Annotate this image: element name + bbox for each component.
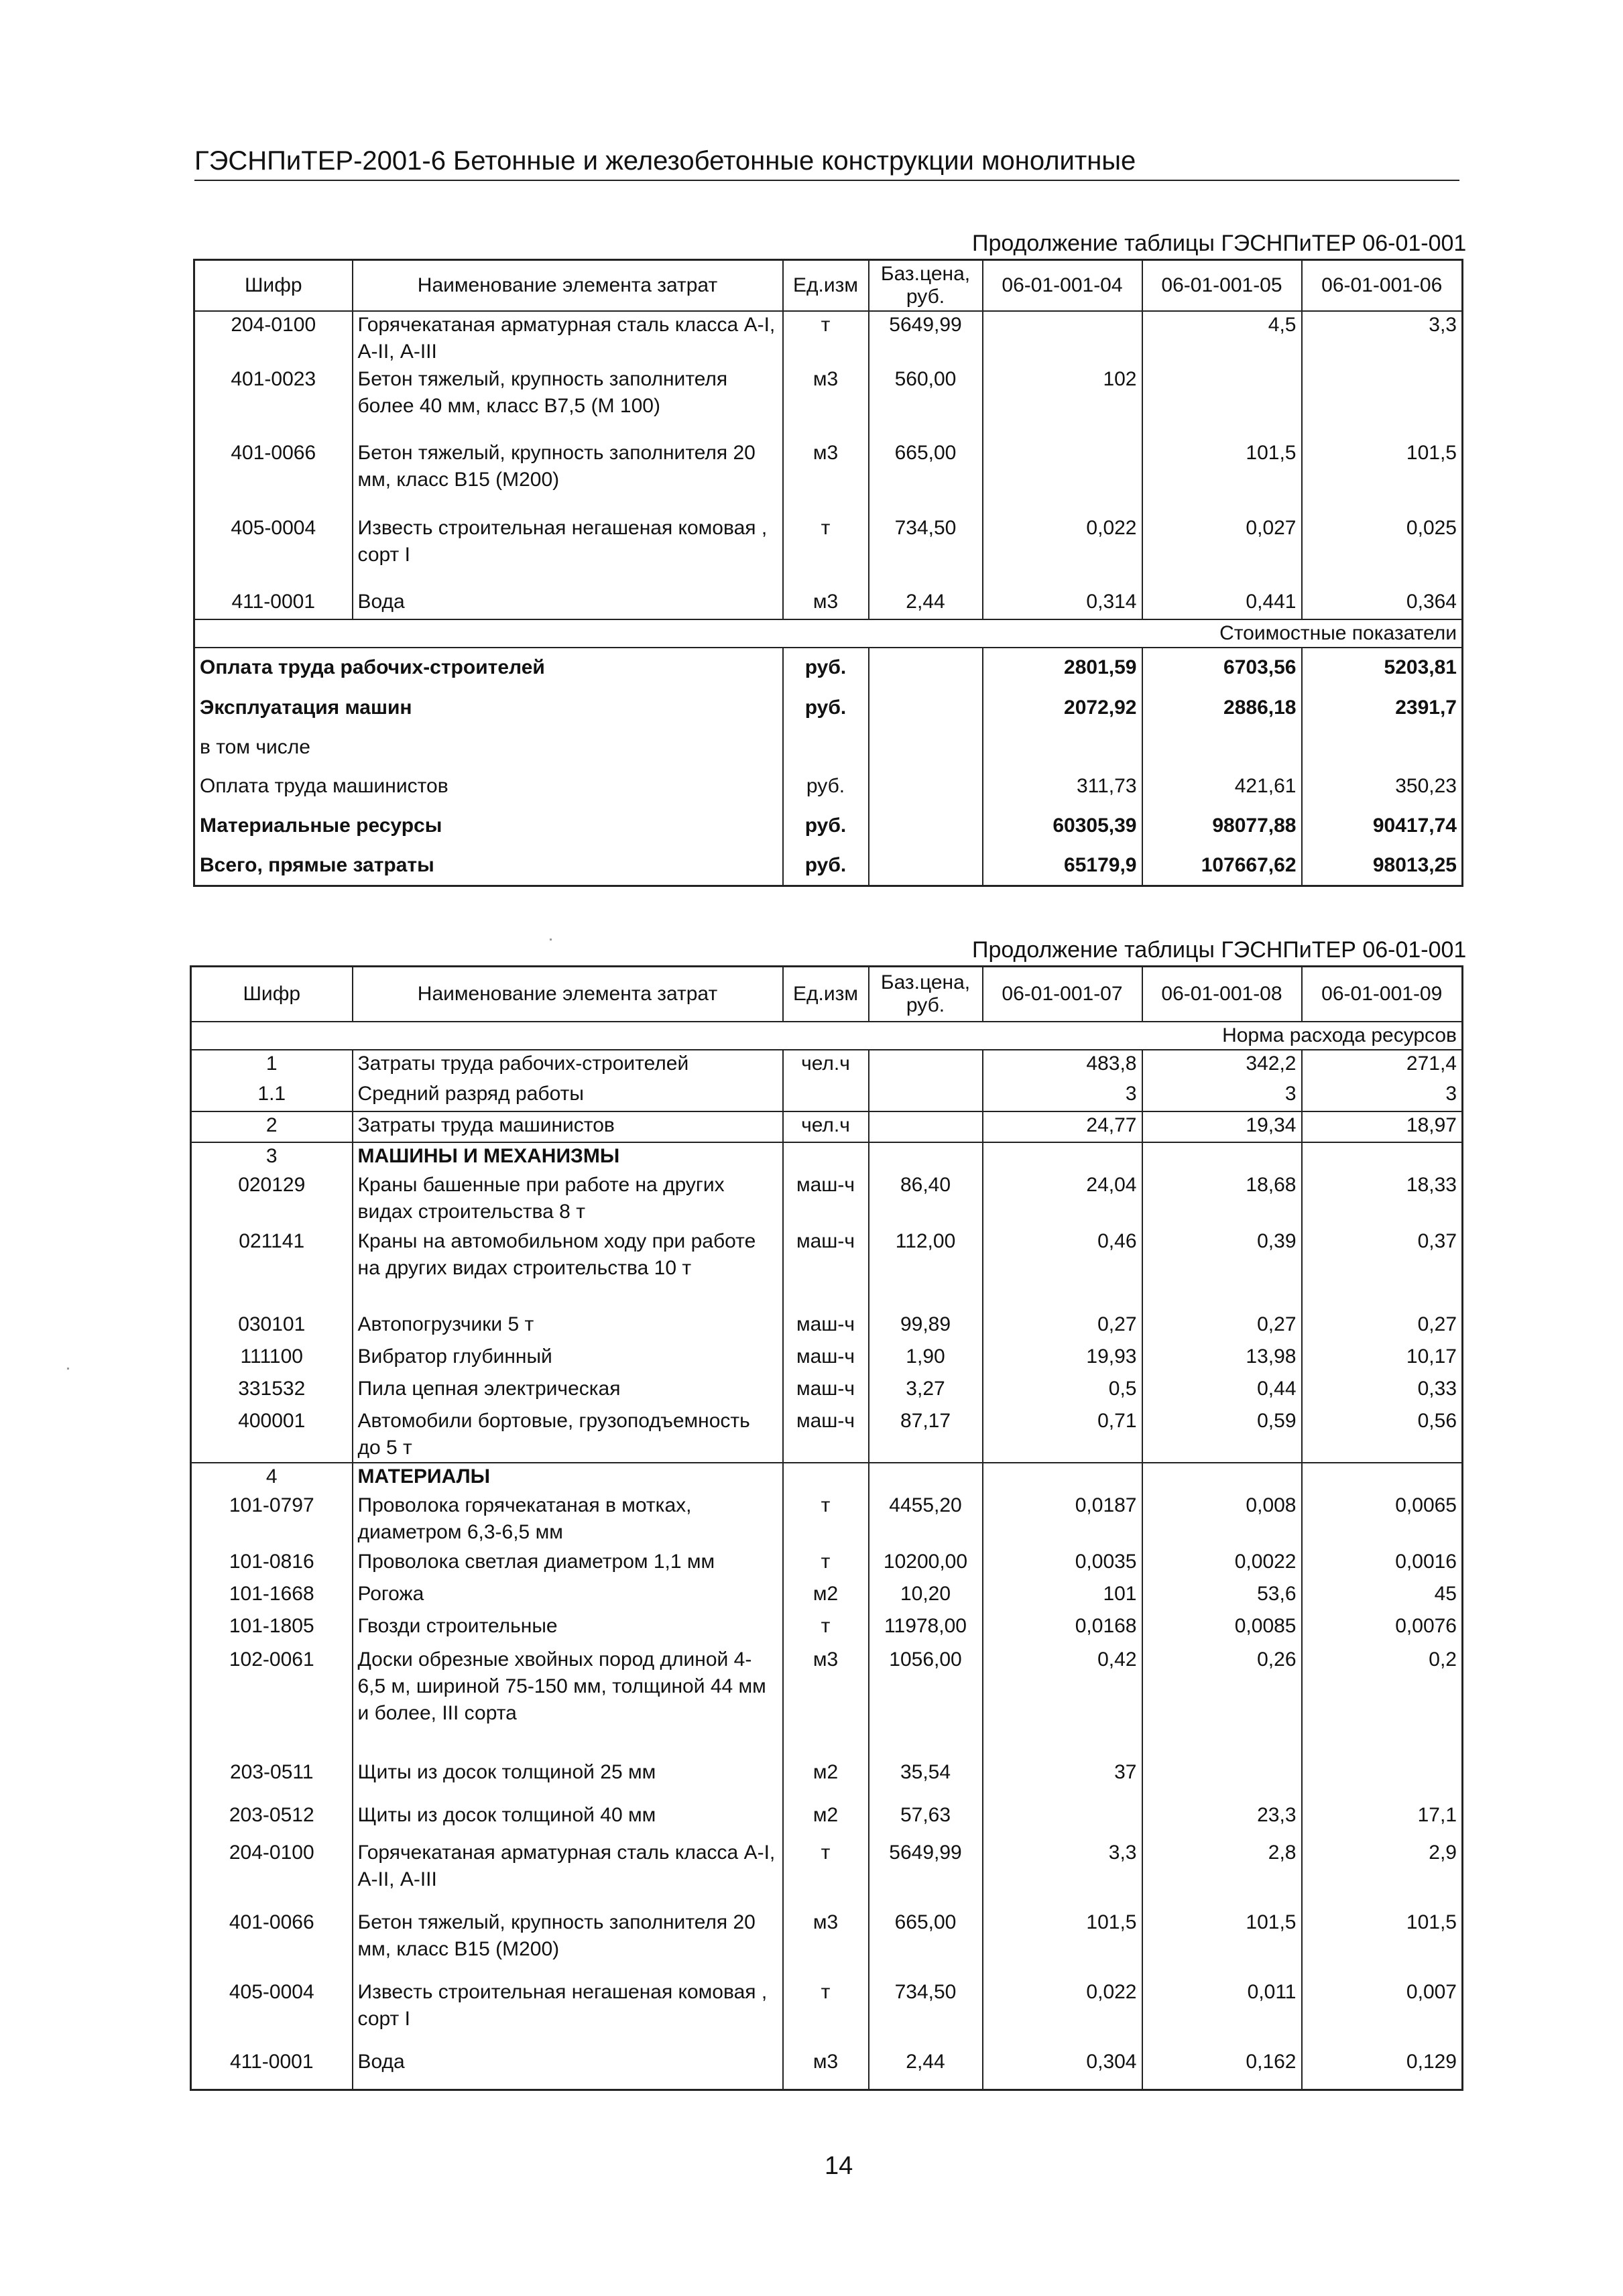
resource-code: 405-0004 — [229, 1980, 314, 2003]
resource-code: 101-1668 — [229, 1582, 314, 1605]
table-row — [191, 1839, 1463, 1909]
resource-value-2: 2,8 — [1142, 1839, 1302, 1909]
table-row — [191, 1343, 1463, 1376]
resource-value-1: 3,3 — [983, 1839, 1142, 1909]
resource-value-2: 19,34 — [1142, 1111, 1302, 1142]
resource-price: 3,27 — [869, 1376, 983, 1408]
cost-label: Оплата труда машинистов — [200, 774, 448, 797]
resource-unit: маш-ч — [783, 1408, 869, 1463]
resource-value-1 — [983, 1802, 1142, 1839]
resource-value-1: 0,27 — [983, 1311, 1142, 1343]
resource-value-3: 271,4 — [1302, 1050, 1463, 1081]
resource-unit: т — [783, 1549, 869, 1581]
table-row — [191, 1909, 1463, 1979]
section-heading: МАШИНЫ И МЕХАНИЗМЫ — [353, 1142, 783, 1172]
resource-value-2: 101,5 — [1142, 440, 1302, 515]
resource-price: 2,44 — [869, 2049, 983, 2090]
cost-price-cell — [869, 648, 983, 688]
resource-unit: м3 — [783, 366, 869, 440]
resource-price: 99,89 — [869, 1311, 983, 1343]
resource-name: Бетон тяжелый, крупность заполнителя 20 мм, класс В15 (М200) — [353, 1909, 783, 1979]
resource-name: Рогожа — [353, 1581, 783, 1613]
cost-unit: руб. — [783, 767, 869, 806]
resource-value-3: 18,97 — [1302, 1111, 1463, 1142]
resource-value-2: 0,441 — [1142, 589, 1302, 619]
resource-unit — [783, 1081, 869, 1111]
section-label: Стоимостные показатели — [1219, 621, 1457, 644]
cost-row — [194, 846, 1463, 886]
cost-unit — [783, 728, 869, 767]
resource-code: 405-0004 — [231, 516, 316, 539]
resource-value-1: 0,42 — [983, 1646, 1142, 1759]
resource-name: Затраты труда машинистов — [353, 1111, 783, 1142]
resource-code: 1.1 — [257, 1082, 286, 1105]
resource-value-3: 0,364 — [1302, 589, 1463, 619]
resource-unit: чел.ч — [783, 1050, 869, 1081]
resource-name: Щиты из досок толщиной 40 мм — [353, 1802, 783, 1839]
cost-value-1 — [983, 728, 1142, 767]
resource-name: Вода — [353, 2049, 783, 2090]
resource-price — [869, 1081, 983, 1111]
document-header: ГЭСНПиТЕР-2001-6 Бетонные и железобетонные конструкции монолитные — [194, 146, 1136, 176]
resource-unit: м2 — [783, 1581, 869, 1613]
header-rule — [194, 180, 1459, 181]
resource-value-3: 18,33 — [1302, 1172, 1463, 1228]
resource-value-3: 3 — [1302, 1081, 1463, 1111]
resource-unit: т — [783, 1979, 869, 2049]
table-row — [191, 1549, 1463, 1581]
resource-unit: м2 — [783, 1802, 869, 1839]
resource-value-3: 0,37 — [1302, 1228, 1463, 1311]
cost-value-1: 65179,9 — [983, 846, 1142, 886]
resource-value-1: 0,71 — [983, 1408, 1142, 1463]
table1-section-row — [194, 619, 1463, 648]
resource-price — [869, 1111, 983, 1142]
table1-caption: Продолжение таблицы ГЭСНПиТЕР 06-01-001 — [972, 231, 1467, 256]
resource-value-1: 24,77 — [983, 1111, 1142, 1142]
table-row — [191, 1646, 1463, 1759]
resource-price: 734,50 — [869, 515, 983, 589]
cost-row — [194, 688, 1463, 728]
resource-code: 203-0511 — [229, 1760, 314, 1783]
cost-value-3: 98013,25 — [1302, 846, 1463, 886]
table-row — [191, 1581, 1463, 1613]
resource-code: 331532 — [238, 1377, 306, 1400]
resource-unit: т — [783, 311, 869, 366]
resource-name: Средний разряд работы — [353, 1081, 783, 1111]
cost-row — [194, 767, 1463, 806]
table1-header-col1: 06-01-001-04 — [983, 260, 1142, 311]
table1-header-row — [194, 260, 1463, 311]
resource-value-1: 102 — [983, 366, 1142, 440]
resource-value-1: 101 — [983, 1581, 1142, 1613]
resource-name: Проволока горячекатаная в мотках, диаметром 6,3-6,5 мм — [353, 1492, 783, 1549]
resource-name: Горячекатаная арматурная сталь класса А-I, А-II, А-III — [353, 311, 783, 366]
table2-header-code: Шифр — [243, 982, 301, 1005]
resource-value-3: 0,0065 — [1302, 1492, 1463, 1549]
resource-value-2: 18,68 — [1142, 1172, 1302, 1228]
table-row — [191, 1376, 1463, 1408]
table2-header-row — [191, 967, 1463, 1022]
resource-name: Вода — [353, 589, 783, 619]
resource-unit: маш-ч — [783, 1228, 869, 1311]
cost-label: Всего, прямые затраты — [200, 853, 434, 876]
resource-code: 411-0001 — [231, 590, 316, 613]
resource-name: Автомобили бортовые, грузоподъемность до 5 т — [353, 1408, 783, 1463]
resource-unit: м3 — [783, 1909, 869, 1979]
resource-value-2: 53,6 — [1142, 1581, 1302, 1613]
resource-value-1: 0,46 — [983, 1228, 1142, 1311]
scan-speck — [67, 1368, 69, 1370]
table-row — [194, 589, 1463, 619]
section-code: 3 — [265, 1144, 278, 1167]
resource-code: 203-0512 — [229, 1803, 314, 1826]
resource-value-2: 4,5 — [1142, 311, 1302, 366]
cost-value-2: 98077,88 — [1142, 806, 1302, 846]
resource-value-2: 0,44 — [1142, 1376, 1302, 1408]
resource-value-1: 483,8 — [983, 1050, 1142, 1081]
resource-value-2: 0,27 — [1142, 1311, 1302, 1343]
table2-section-row — [191, 1022, 1463, 1050]
resource-name: Доски обрезные хвойных пород длиной 4-6,5 м, шириной 75-150 мм, толщиной 44 мм и более, III сорта — [353, 1646, 783, 1759]
table-row — [191, 1172, 1463, 1228]
resource-value-3: 0,007 — [1302, 1979, 1463, 2049]
table-row — [194, 515, 1463, 589]
cost-value-1: 311,73 — [983, 767, 1142, 806]
resource-value-1 — [983, 311, 1142, 366]
resource-price: 86,40 — [869, 1172, 983, 1228]
cost-row — [194, 728, 1463, 767]
table-row — [191, 1492, 1463, 1549]
resource-name: Затраты труда рабочих-строителей — [353, 1050, 783, 1081]
resource-code: 2 — [265, 1113, 278, 1136]
resource-price: 1056,00 — [869, 1646, 983, 1759]
resource-code: 400001 — [238, 1409, 306, 1432]
cost-price-cell — [869, 806, 983, 846]
resource-price: 11978,00 — [869, 1613, 983, 1646]
cost-price-cell — [869, 728, 983, 767]
resource-price: 1,90 — [869, 1343, 983, 1376]
resource-value-2: 23,3 — [1142, 1802, 1302, 1839]
table-row — [191, 2049, 1463, 2090]
resource-price: 87,17 — [869, 1408, 983, 1463]
resource-value-3: 2,9 — [1302, 1839, 1463, 1909]
resource-value-3: 45 — [1302, 1581, 1463, 1613]
resource-value-2: 0,39 — [1142, 1228, 1302, 1311]
table1-header-unit: Ед.изм — [783, 260, 869, 311]
resource-value-3 — [1302, 1759, 1463, 1802]
cost-value-3: 2391,7 — [1302, 688, 1463, 728]
resource-unit: маш-ч — [783, 1172, 869, 1228]
resource-value-2: 101,5 — [1142, 1909, 1302, 1979]
section-heading-row — [191, 1463, 1463, 1492]
table-row — [194, 440, 1463, 515]
resource-value-2: 0,26 — [1142, 1646, 1302, 1759]
resource-value-3: 0,2 — [1302, 1646, 1463, 1759]
cost-value-1: 2801,59 — [983, 648, 1142, 688]
resource-value-2: 0,162 — [1142, 2049, 1302, 2090]
cost-value-3: 350,23 — [1302, 767, 1463, 806]
resource-name: Известь строительная негашеная комовая , сорт I — [353, 515, 783, 589]
resource-value-3 — [1302, 366, 1463, 440]
cost-label: в том числе — [200, 735, 310, 758]
resource-value-2: 0,0085 — [1142, 1613, 1302, 1646]
cost-row — [194, 806, 1463, 846]
resource-code: 204-0100 — [231, 313, 316, 336]
resource-value-1: 0,0187 — [983, 1492, 1142, 1549]
resource-name: Проволока светлая диаметром 1,1 мм — [353, 1549, 783, 1581]
table2 — [190, 965, 1463, 2091]
table-row — [191, 1759, 1463, 1802]
resource-value-1: 0,022 — [983, 515, 1142, 589]
resource-value-1: 101,5 — [983, 1909, 1142, 1979]
table2-header-name: Наименование элемента затрат — [353, 967, 783, 1022]
resource-code: 411-0001 — [229, 2050, 314, 2073]
resource-value-3: 0,0016 — [1302, 1549, 1463, 1581]
cost-price-cell — [869, 846, 983, 886]
resource-code: 111100 — [240, 1345, 303, 1368]
cost-value-3: 5203,81 — [1302, 648, 1463, 688]
table1-header-code: Шифр — [244, 274, 302, 296]
resource-value-3: 0,56 — [1302, 1408, 1463, 1463]
resource-value-3: 0,025 — [1302, 515, 1463, 589]
resource-value-3: 0,129 — [1302, 2049, 1463, 2090]
resource-name: Гвозди строительные — [353, 1613, 783, 1646]
table1-header-col2: 06-01-001-05 — [1142, 260, 1302, 311]
resource-price: 57,63 — [869, 1802, 983, 1839]
cost-value-1: 2072,92 — [983, 688, 1142, 728]
cost-value-3: 90417,74 — [1302, 806, 1463, 846]
section-heading: МАТЕРИАЛЫ — [353, 1463, 783, 1492]
cost-price-cell — [869, 767, 983, 806]
resource-name: Пила цепная электрическая — [353, 1376, 783, 1408]
table2-caption: Продолжение таблицы ГЭСНПиТЕР 06-01-001 — [972, 937, 1467, 963]
resource-value-1: 0,0035 — [983, 1549, 1142, 1581]
resource-code: 401-0023 — [231, 367, 316, 390]
cost-value-2: 2886,18 — [1142, 688, 1302, 728]
resource-value-1: 24,04 — [983, 1172, 1142, 1228]
resource-price: 2,44 — [869, 589, 983, 619]
resource-code: 101-0816 — [229, 1550, 314, 1573]
cost-price-cell — [869, 688, 983, 728]
resource-unit: маш-ч — [783, 1343, 869, 1376]
cost-value-2: 6703,56 — [1142, 648, 1302, 688]
resource-code: 021141 — [239, 1229, 305, 1252]
resource-price: 665,00 — [869, 440, 983, 515]
resource-price: 35,54 — [869, 1759, 983, 1802]
resource-value-3: 101,5 — [1302, 440, 1463, 515]
resource-price: 560,00 — [869, 366, 983, 440]
cost-unit: руб. — [783, 846, 869, 886]
resource-name: Известь строительная негашеная комовая , сорт I — [353, 1979, 783, 2049]
resource-code: 401-0066 — [229, 1911, 314, 1933]
cost-label: Оплата труда рабочих-строителей — [200, 656, 545, 678]
resource-value-3: 10,17 — [1302, 1343, 1463, 1376]
resource-name: Вибратор глубинный — [353, 1343, 783, 1376]
resource-price: 5649,99 — [869, 1839, 983, 1909]
resource-value-3: 0,33 — [1302, 1376, 1463, 1408]
resource-value-2: 3 — [1142, 1081, 1302, 1111]
resource-unit: т — [783, 1613, 869, 1646]
table2-header-col1: 06-01-001-07 — [983, 967, 1142, 1022]
resource-unit: м3 — [783, 1646, 869, 1759]
resource-value-1: 19,93 — [983, 1343, 1142, 1376]
resource-unit: т — [783, 1492, 869, 1549]
scan-speck — [550, 939, 552, 941]
resource-code: 101-1805 — [229, 1614, 314, 1637]
resource-unit: м3 — [783, 589, 869, 619]
section-code: 4 — [265, 1465, 278, 1488]
resource-code: 030101 — [238, 1313, 306, 1335]
resource-unit: м3 — [783, 440, 869, 515]
resource-name: Краны башенные при работе на других видах строительства 8 т — [353, 1172, 783, 1228]
resource-value-2: 0,011 — [1142, 1979, 1302, 2049]
table-row — [191, 1081, 1463, 1111]
resource-code: 401-0066 — [231, 441, 316, 464]
section-label: Норма расхода ресурсов — [1222, 1024, 1457, 1046]
resource-value-2 — [1142, 366, 1302, 440]
resource-price: 5649,99 — [869, 311, 983, 366]
resource-value-3: 0,0076 — [1302, 1613, 1463, 1646]
page-number: 14 — [825, 2152, 853, 2180]
table-row — [191, 1802, 1463, 1839]
cost-value-1: 60305,39 — [983, 806, 1142, 846]
resource-value-2: 342,2 — [1142, 1050, 1302, 1081]
resource-value-2: 13,98 — [1142, 1343, 1302, 1376]
resource-name: Автопогрузчики 5 т — [353, 1311, 783, 1343]
cost-unit: руб. — [783, 648, 869, 688]
table1-header-name: Наименование элемента затрат — [353, 260, 783, 311]
resource-code: 102-0061 — [229, 1648, 314, 1671]
table-row — [191, 1408, 1463, 1463]
table-row — [191, 1050, 1463, 1081]
resource-price: 112,00 — [869, 1228, 983, 1311]
resource-value-2: 0,59 — [1142, 1408, 1302, 1463]
resource-value-1: 0,022 — [983, 1979, 1142, 2049]
table-row — [191, 1613, 1463, 1646]
table1-header-price: Баз.цена, руб. — [869, 260, 983, 311]
table-row — [191, 1979, 1463, 2049]
resource-price: 665,00 — [869, 1909, 983, 1979]
cost-value-2 — [1142, 728, 1302, 767]
cost-unit: руб. — [783, 688, 869, 728]
cost-label: Материальные ресурсы — [200, 814, 442, 837]
resource-value-1: 3 — [983, 1081, 1142, 1111]
resource-unit: маш-ч — [783, 1376, 869, 1408]
table2-header-col3: 06-01-001-09 — [1302, 967, 1463, 1022]
resource-unit: чел.ч — [783, 1111, 869, 1142]
resource-value-2: 0,027 — [1142, 515, 1302, 589]
table-row — [191, 1228, 1463, 1311]
resource-value-3: 3,3 — [1302, 311, 1463, 366]
resource-price: 734,50 — [869, 1979, 983, 2049]
cost-value-2: 107667,62 — [1142, 846, 1302, 886]
resource-unit: т — [783, 1839, 869, 1909]
table2-header-col2: 06-01-001-08 — [1142, 967, 1302, 1022]
resource-unit: м2 — [783, 1759, 869, 1802]
resource-code: 101-0797 — [229, 1494, 314, 1516]
resource-name: Бетон тяжелый, крупность заполнителя 20 мм, класс В15 (М200) — [353, 440, 783, 515]
table2-header-unit: Ед.изм — [783, 967, 869, 1022]
resource-name: Бетон тяжелый, крупность заполнителя более 40 мм, класс В7,5 (М 100) — [353, 366, 783, 440]
table-row — [194, 311, 1463, 366]
resource-code: 1 — [265, 1052, 278, 1075]
resource-value-1: 0,304 — [983, 2049, 1142, 2090]
resource-value-3: 101,5 — [1302, 1909, 1463, 1979]
resource-name: Краны на автомобильном ходу при работе на других видах строительства 10 т — [353, 1228, 783, 1311]
table1 — [193, 259, 1463, 887]
table-row — [191, 1311, 1463, 1343]
table-row — [191, 1111, 1463, 1142]
table-row — [194, 366, 1463, 440]
resource-name: Горячекатаная арматурная сталь класса А-I, А-II, А-III — [353, 1839, 783, 1909]
resource-unit: т — [783, 515, 869, 589]
resource-value-1: 0,5 — [983, 1376, 1142, 1408]
resource-value-3: 17,1 — [1302, 1802, 1463, 1839]
table2-header-price: Баз.цена, руб. — [869, 967, 983, 1022]
resource-value-2: 0,0022 — [1142, 1549, 1302, 1581]
resource-value-1: 0,314 — [983, 589, 1142, 619]
cost-unit: руб. — [783, 806, 869, 846]
cost-row — [194, 648, 1463, 688]
cost-value-3 — [1302, 728, 1463, 767]
resource-price: 10200,00 — [869, 1549, 983, 1581]
resource-value-2 — [1142, 1759, 1302, 1802]
section-heading-row — [191, 1142, 1463, 1172]
resource-code: 204-0100 — [229, 1841, 314, 1864]
resource-value-3: 0,27 — [1302, 1311, 1463, 1343]
cost-value-2: 421,61 — [1142, 767, 1302, 806]
resource-price: 4455,20 — [869, 1492, 983, 1549]
resource-unit: маш-ч — [783, 1311, 869, 1343]
resource-code: 020129 — [238, 1173, 306, 1196]
cost-label: Эксплуатация машин — [200, 696, 412, 719]
resource-price — [869, 1050, 983, 1081]
resource-value-2: 0,008 — [1142, 1492, 1302, 1549]
resource-name: Щиты из досок толщиной 25 мм — [353, 1759, 783, 1802]
resource-value-1: 0,0168 — [983, 1613, 1142, 1646]
resource-value-1 — [983, 440, 1142, 515]
resource-value-1: 37 — [983, 1759, 1142, 1802]
resource-unit: м3 — [783, 2049, 869, 2090]
resource-price: 10,20 — [869, 1581, 983, 1613]
table1-header-col3: 06-01-001-06 — [1302, 260, 1463, 311]
